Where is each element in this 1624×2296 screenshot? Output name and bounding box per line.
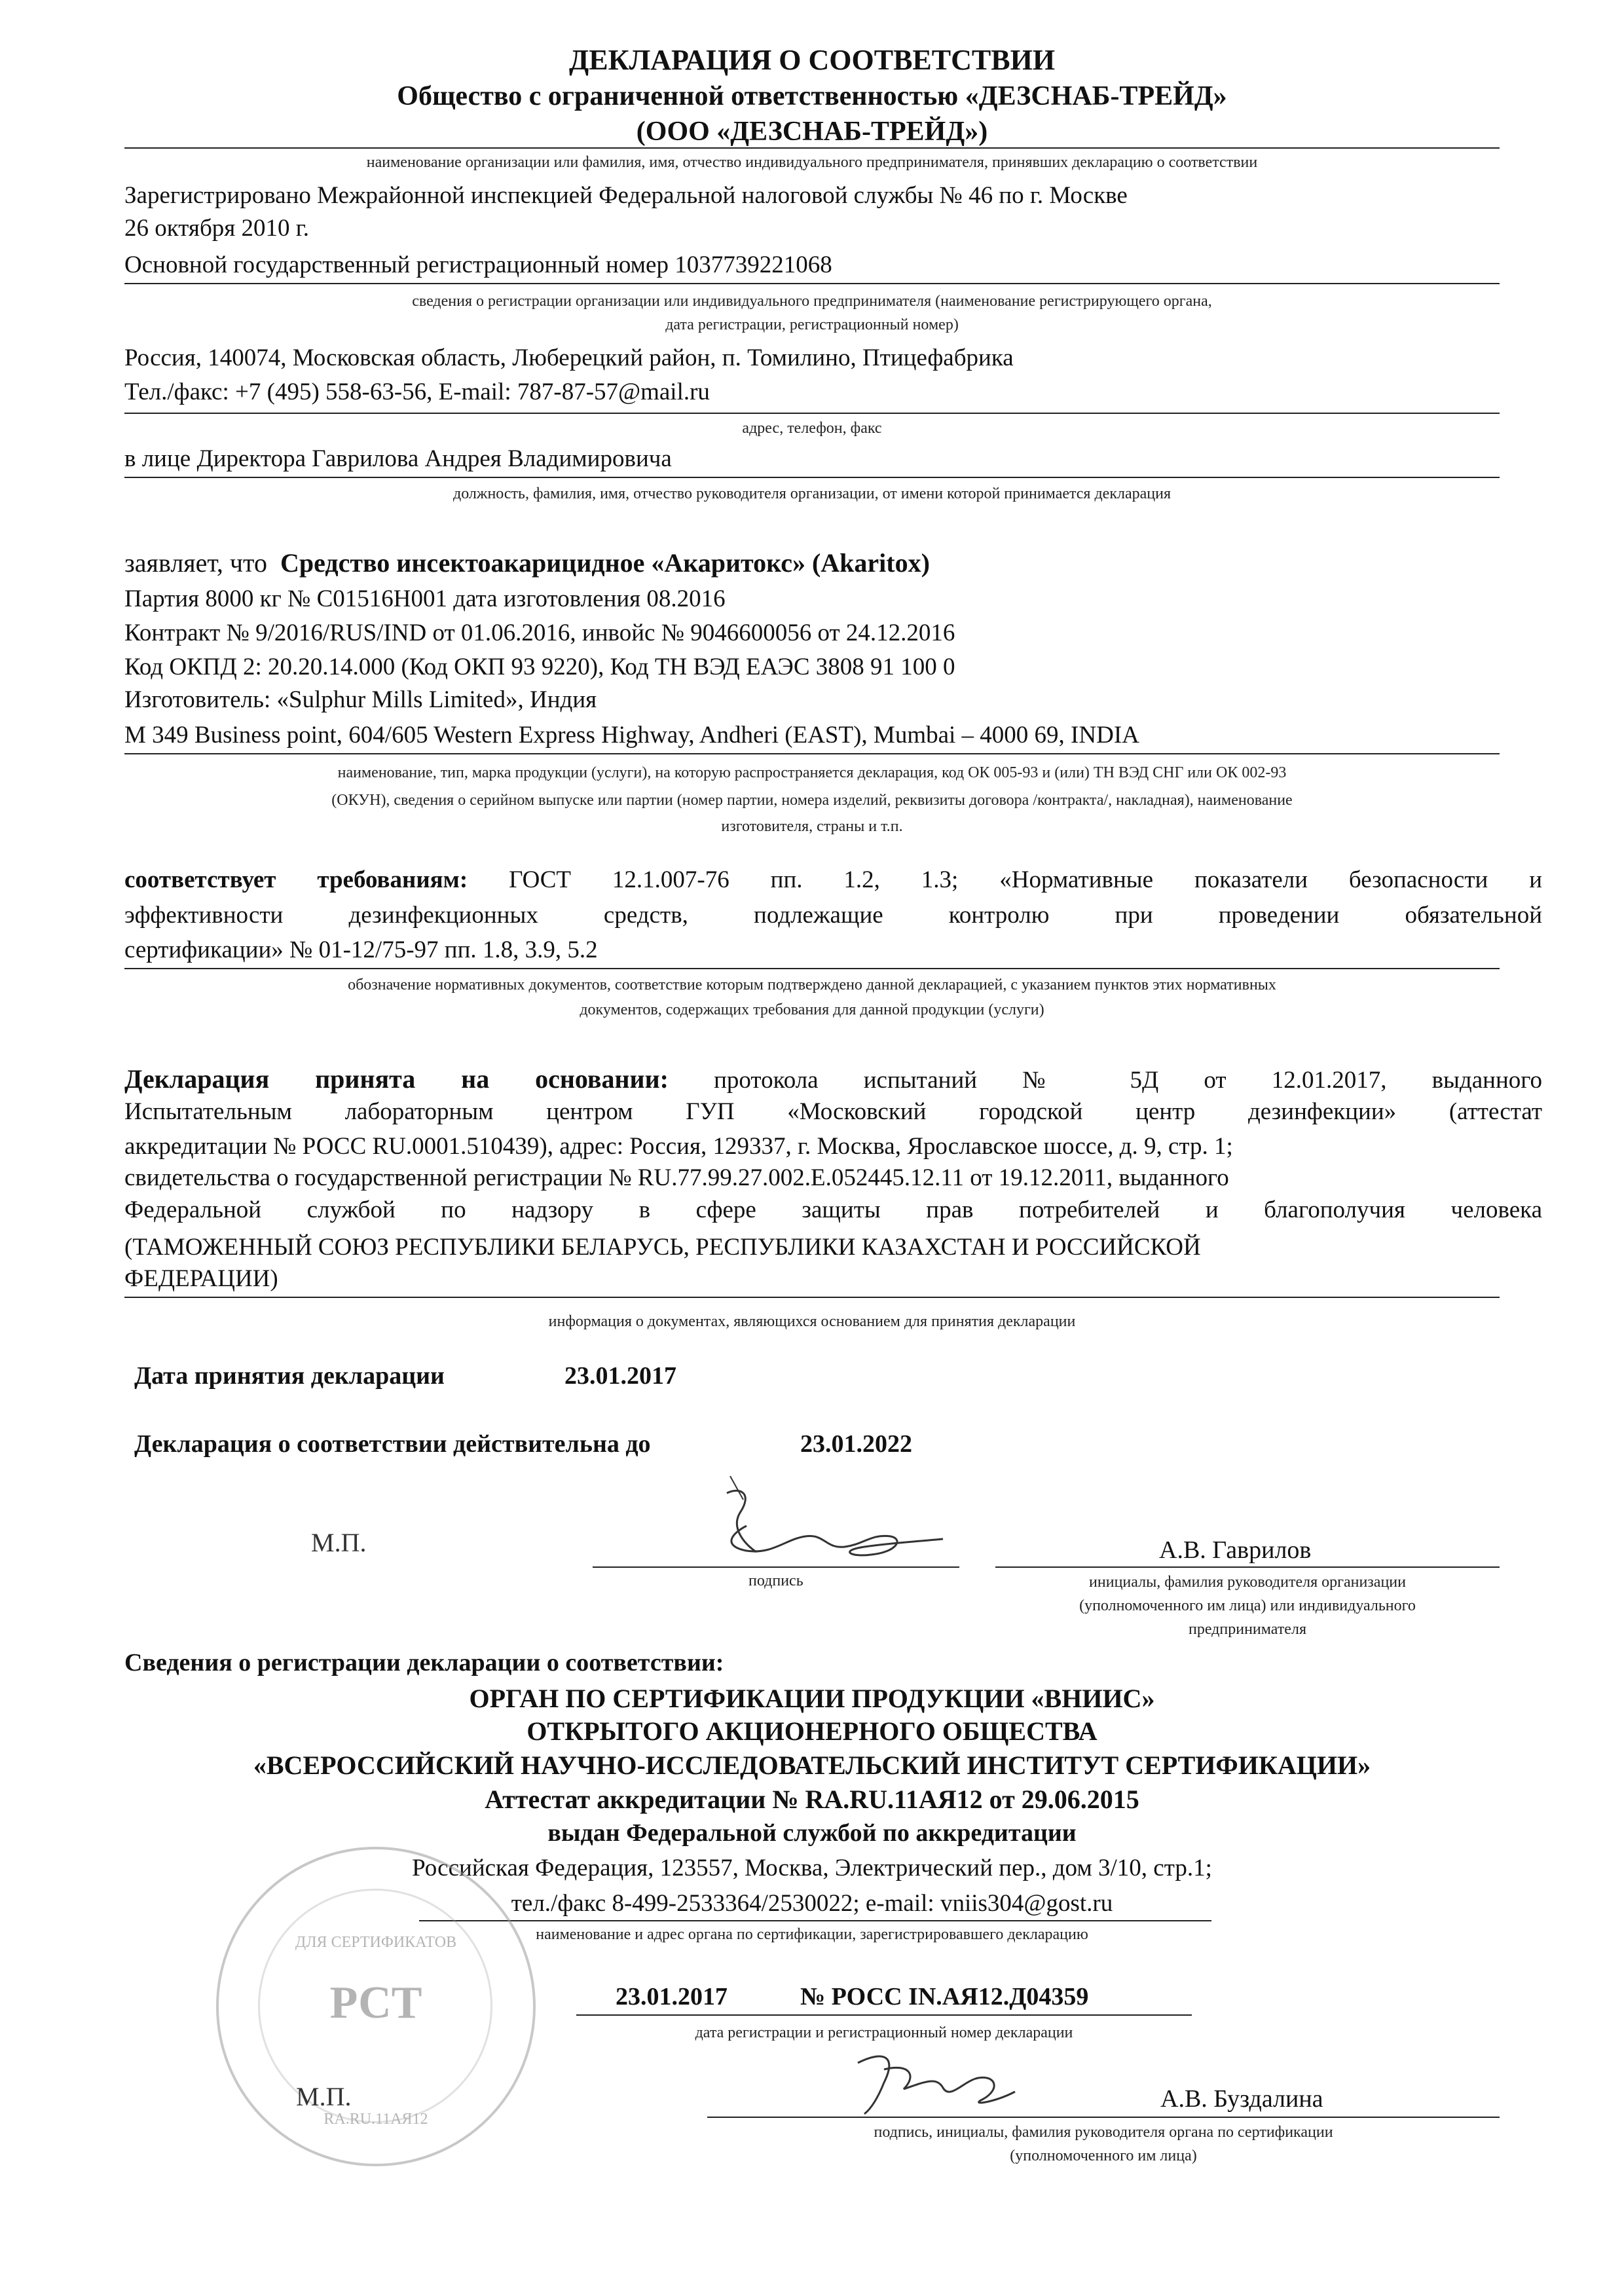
contacts-line: Тел./факс: +7 (495) 558-63-56, E-mail: 787-87-57@mail.ru <box>124 379 710 405</box>
product-name: Средство инсектоакарицидное «Акаритокс» (Akaritox) <box>280 548 930 578</box>
product-name-line <box>124 550 930 576</box>
cert-body-caption: наименование и адрес органа по сертификации, зарегистрировавшего декларацию <box>536 1926 1088 1943</box>
cert-head-signature <box>845 2037 1041 2122</box>
divider <box>124 283 1500 284</box>
valid-until-value: 23.01.2022 <box>800 1430 912 1458</box>
divider <box>124 753 1500 754</box>
basis-line-6: (ТАМОЖЕННЫЙ СОЮЗ РЕСПУБЛИКИ БЕЛАРУСЬ, РЕСПУБЛИКИ КАЗАХСТАН И РОССИЙСКОЙ <box>124 1234 1201 1261</box>
divider <box>124 1297 1500 1298</box>
conformity-caption-1: обозначение нормативных документов, соответствие которым подтверждено данной декларацией, с указанием пунктов этих нормативных <box>348 976 1276 993</box>
document-title: ДЕКЛАРАЦИЯ О СООТВЕТСТВИИ <box>568 44 1056 76</box>
declares-prefix: заявляет, что <box>124 548 267 578</box>
accepted-date-value: 23.01.2017 <box>564 1362 676 1390</box>
name-caption-3: предпринимателя <box>1189 1621 1306 1638</box>
accreditation-issuer: выдан Федеральной службой по аккредитации <box>547 1819 1077 1847</box>
basis-line-1 <box>124 1062 1542 1098</box>
basis-label: Декларация принята на основании: <box>124 1064 669 1094</box>
signature-line-2 <box>707 2117 1500 2118</box>
stamp-place-label-2: М.П. <box>296 2082 352 2111</box>
registration-line-1: Зарегистрировано Межрайонной инспекцией Федеральной налоговой службы № 46 по г. Москве <box>124 182 1128 209</box>
basis-line-4: свидетельства о государственной регистрации № RU.77.99.27.002.Е.052445.12.11 от 19.12.2011, выданного <box>124 1164 1229 1191</box>
basis-line-7: ФЕДЕРАЦИИ) <box>124 1265 278 1292</box>
director-name: А.В. Гаврилов <box>1159 1536 1312 1564</box>
divider <box>124 413 1500 414</box>
cert-head-caption-1: подпись, инициалы, фамилия руководителя органа по сертификации <box>874 2124 1333 2141</box>
conformity-caption-2: документов, содержащих требования для данной продукции (услуги) <box>580 1001 1044 1018</box>
signature-caption-1: подпись <box>748 1572 803 1589</box>
cert-head-caption-2: (уполномоченного им лица) <box>1010 2147 1197 2164</box>
representative-line: в лице Директора Гаврилова Андрея Владимировича <box>124 445 672 472</box>
codes-line: Код ОКПД 2: 20.20.14.000 (Код ОКП 93 9220), Код ТН ВЭД ЕАЭС 3808 91 100 0 <box>124 654 955 680</box>
manufacturer-address-line: M 349 Business point, 604/605 Western Express Highway, Andheri (EAST), Mumbai – 4000 69, INDIA <box>124 722 1139 749</box>
basis-line-2: Испытательным лабораторным центром ГУП «Московский городской центр дезинфекции» (аттестат <box>124 1098 1542 1125</box>
registration-caption-2: дата регистрации, регистрационный номер) <box>665 316 959 333</box>
manufacturer-line: Изготовитель: «Sulphur Mills Limited», Индия <box>124 686 597 713</box>
cert-body-contacts: тел./факс 8-499-2533364/2530022; e-mail: vniis304@gost.ru <box>511 1890 1113 1917</box>
conformity-label: соответствует требованиям: <box>124 866 468 893</box>
name-line-1 <box>995 1566 1500 1568</box>
signature-line-1 <box>593 1566 959 1568</box>
organization-short-name: (ООО «ДЕЗСНАБ-ТРЕЙД») <box>636 117 988 147</box>
address-line-1: Россия, 140074, Московская область, Люберецкий район, п. Томилино, Птицефабрика <box>124 344 1014 371</box>
product-caption-1: наименование, тип, марка продукции (услуги), на которую распространяется декларация, код ОК 005-93 и (или) ТН ВЭД СНГ или ОК 002-93 <box>337 764 1287 781</box>
basis-line-3: аккредитации № РОСС RU.0001.510439), адрес: Россия, 129337, г. Москва, Ярославское шоссе, д. 9, стр. 1; <box>124 1133 1233 1160</box>
conformity-line-2: эффективности дезинфекционных средств, подлежащие контролю при проведении обязательной <box>124 902 1542 929</box>
contract-line: Контракт № 9/2016/RUS/IND от 01.06.2016, инвойс № 9046600056 от 24.12.2016 <box>124 620 955 646</box>
basis-protocol: протокола испытаний № 5Д от 12.01.2017, выданного <box>714 1067 1543 1094</box>
batch-line: Партия 8000 кг № C01516H001 дата изготовления 08.2016 <box>124 585 726 612</box>
director-signature <box>589 1473 995 1572</box>
cert-body-line-2: ОТКРЫТОГО АКЦИОНЕРНОГО ОБЩЕСТВА <box>526 1716 1098 1746</box>
divider <box>124 477 1500 478</box>
ogrn-line: Основной государственный регистрационный номер 1037739221068 <box>124 251 832 278</box>
cert-head-name: А.В. Буздалина <box>1160 2085 1323 2113</box>
certification-seal <box>216 1847 536 2166</box>
accreditation-line: Аттестат аккредитации № RA.RU.11АЯ12 от 29.06.2015 <box>485 1785 1139 1814</box>
registration-caption-1: сведения о регистрации организации или индивидуального предпринимателя (наименование регистрирующего органа, <box>412 293 1212 310</box>
representative-caption: должность, фамилия, имя, отчество руководителя организации, от имени которой принимается декларация <box>453 485 1171 502</box>
divider <box>124 147 1500 149</box>
cert-body-line-1: ОРГАН ПО СЕРТИФИКАЦИИ ПРОДУКЦИИ «ВНИИС» <box>469 1684 1155 1713</box>
conformity-line-3: сертификации» № 01-12/75-97 пп. 1.8, 3.9, 5.2 <box>124 936 598 963</box>
seal-center-logo: РСТ <box>329 1978 422 2028</box>
cert-body-address: Российская Федерация, 123557, Москва, Электрический пер., дом 3/10, стр.1; <box>412 1855 1212 1881</box>
divider <box>576 2014 1192 2016</box>
seal-arc-text: ДЛЯ СЕРТИФИКАТОВ <box>295 1934 457 1951</box>
registration-date: 23.01.2017 <box>616 1983 728 2010</box>
registration-number-caption: дата регистрации и регистрационный номер декларации <box>695 2024 1073 2041</box>
basis-caption: информация о документах, являющихся основанием для принятия декларации <box>548 1313 1076 1330</box>
basis-line-5: Федеральной службой по надзору в сфере защиты прав потребителей и благополучия человека <box>124 1196 1542 1223</box>
name-caption-1: инициалы, фамилия руководителя организации <box>1089 1574 1406 1591</box>
registration-line-2: 26 октября 2010 г. <box>124 215 310 242</box>
cert-body-line-3: «ВСЕРОССИЙСКИЙ НАУЧНО-ИССЛЕДОВАТЕЛЬСКИЙ ИНСТИТУТ СЕРТИФИКАЦИИ» <box>253 1750 1371 1780</box>
stamp-place-label-1: М.П. <box>311 1528 367 1557</box>
divider <box>124 968 1500 969</box>
product-caption-2: (ОКУН), сведения о серийном выпуске или партии (номер партии, номера изделий, реквизиты договора /контракта/, накладная), наименование <box>331 792 1293 809</box>
conformity-line-1 <box>124 863 1542 897</box>
accepted-date-label: Дата принятия декларации <box>134 1362 445 1390</box>
divider <box>419 1920 1211 1921</box>
organization-caption: наименование организации или фамилия, имя, отчество индивидуального предпринимателя, принявших декларацию о соответствии <box>366 154 1258 171</box>
name-caption-2: (уполномоченного им лица) или индивидуального <box>1079 1597 1416 1614</box>
address-caption: адрес, телефон, факс <box>742 420 882 437</box>
organization-name: Общество с ограниченной ответственностью «ДЕЗСНАБ-ТРЕЙД» <box>397 81 1227 111</box>
registration-number: № РОСС IN.АЯ12.Д04359 <box>800 1983 1089 2010</box>
seal-bottom-text: RA.RU.11АЯ12 <box>323 2111 428 2128</box>
registration-info-intro: Сведения о регистрации декларации о соответствии: <box>124 1649 724 1676</box>
conformity-standards: ГОСТ 12.1.007-76 пп. 1.2, 1.3; «Нормативные показатели безопасности и <box>509 866 1543 893</box>
product-caption-3: изготовителя, страны и т.п. <box>721 818 903 835</box>
valid-until-label: Декларация о соответствии действительна до <box>134 1430 651 1458</box>
